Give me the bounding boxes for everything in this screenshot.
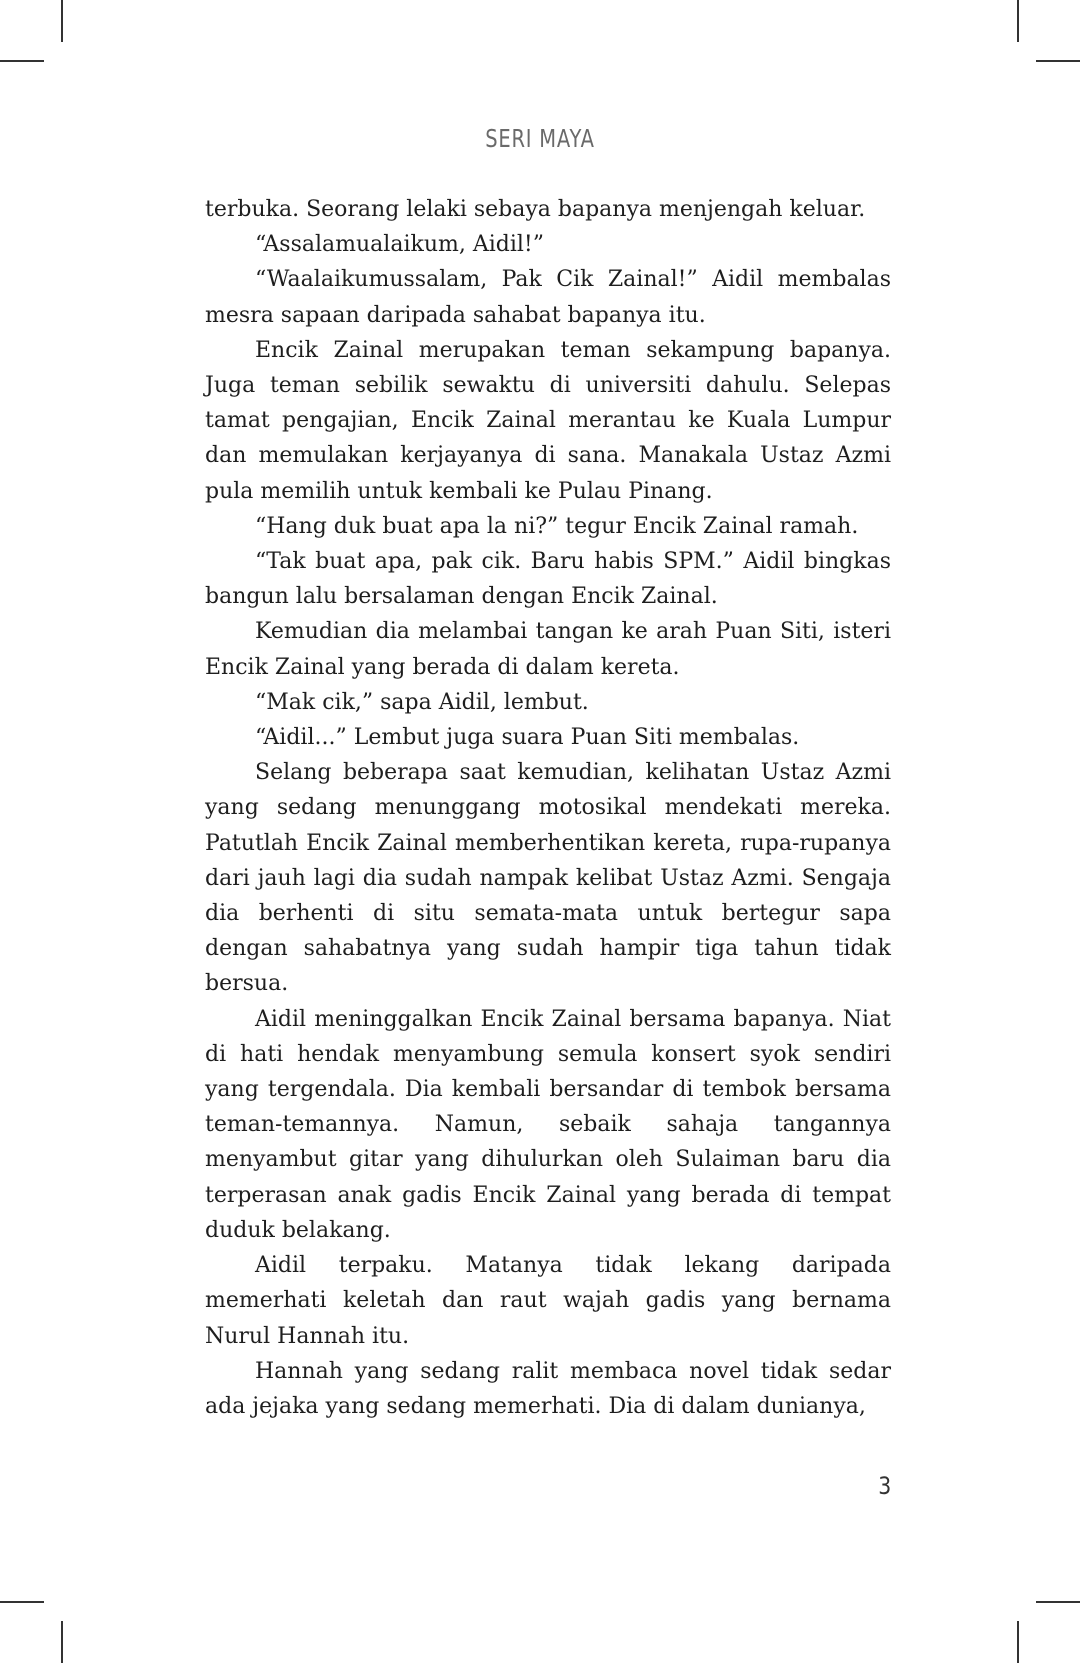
paragraph: “Hang duk buat apa la ni?” tegur Encik Zainal ramah. xyxy=(255,513,859,539)
paragraph: Kemudian dia melambai tangan ke arah Puan Siti, isteri Encik Zainal yang berada di dalam kereta. xyxy=(205,619,891,680)
crop-mark-top-right-horizontal xyxy=(1036,60,1080,62)
crop-mark-bottom-left-vertical xyxy=(61,1621,63,1663)
crop-mark-bottom-left-horizontal xyxy=(0,1601,44,1603)
paragraph: Aidil meninggalkan Encik Zainal bersama bapanya. Niat di hati hendak menyambung semula konsert syok sendiri yang tergendala. Dia kembali bersandar di tembok bersama teman-temannya. Namun, sebaik sahaja tangannya menyambut gitar yang dihulurkan oleh Sulaiman baru dia terperasan anak gadis Encik Zainal yang berada di tempat duduk belakang. xyxy=(205,1006,891,1243)
paragraph: terbuka. Seorang lelaki sebaya bapanya menjengah keluar. xyxy=(205,197,866,222)
page-number: 3 xyxy=(878,1472,891,1500)
paragraph: Hannah yang sedang ralit membaca novel tidak sedar ada jejaka yang sedang memerhati. Dia di dalam dunianya, xyxy=(205,1358,891,1419)
paragraph: Aidil terpaku. Matanya tidak lekang daripada memerhati keletah dan raut wajah gadis yang bernama Nurul Hannah itu. xyxy=(205,1253,891,1349)
paragraph: “Assalamualaikum, Aidil!” xyxy=(255,232,544,258)
paragraph: “Waalaikumussalam, Pak Cik Zainal!” Aidil membalas mesra sapaan daripada sahabat bapanya itu. xyxy=(205,267,891,328)
crop-mark-top-right-vertical xyxy=(1017,0,1019,42)
running-header: SERI MAYA xyxy=(485,124,595,153)
paragraph: “Tak buat apa, pak cik. Baru habis SPM.” Aidil bingkas bangun lalu bersalaman dengan Encik Zainal. xyxy=(205,549,891,610)
crop-mark-bottom-right-vertical xyxy=(1017,1621,1019,1663)
crop-mark-top-left-horizontal xyxy=(0,60,44,62)
body-text xyxy=(205,192,891,1424)
paragraph: “Aidil...” Lembut juga suara Puan Siti membalas. xyxy=(255,725,800,751)
paragraph: “Mak cik,” sapa Aidil, lembut. xyxy=(255,689,589,715)
paragraph: Encik Zainal merupakan teman sekampung bapanya. Juga teman sebilik sewaktu di universiti dahulu. Selepas tamat pengajian, Encik Zainal merantau ke Kuala Lumpur dan memulakan kerjayanya di sana. Manakala Ustaz Azmi pula memilih untuk kembali ke Pulau Pinang. xyxy=(205,337,891,504)
paragraph: Selang beberapa saat kemudian, kelihatan Ustaz Azmi yang sedang menunggang motosikal mendekati mereka. Patutlah Encik Zainal memberhentikan kereta, rupa-rupanya dari jauh lagi dia sudah nampak kelibat Ustaz Azmi. Sengaja dia berhenti di situ semata-mata untuk bertegur sapa dengan sahabatnya yang sudah hampir tiga tahun tidak bersua. xyxy=(205,760,891,997)
crop-mark-top-left-vertical xyxy=(61,0,63,42)
crop-mark-bottom-right-horizontal xyxy=(1036,1601,1080,1603)
